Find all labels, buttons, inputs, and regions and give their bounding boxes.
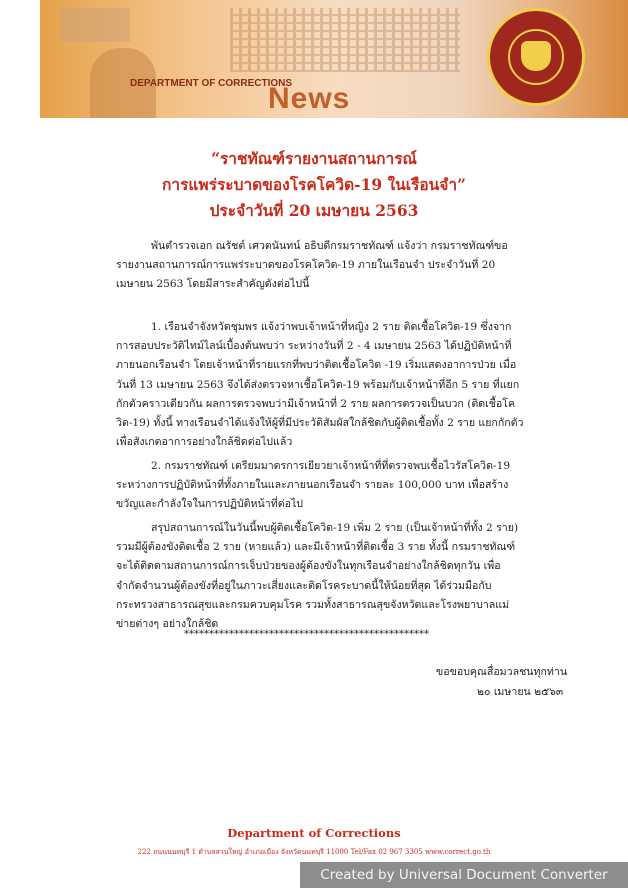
thanks-line: ขอขอบคุณสื่อมวลชนทุกท่าน bbox=[436, 666, 568, 678]
intro-paragraph: พันตำรวจเอก ณรัชต์ เศวตนันทน์ อธิบดีกรมราชทัณฑ์ แจ้งว่า กรมราชทัณฑ์ขอรายงานสถานการณ์การแพร่ระบาดของโรคโควิด-19 ภายในเรือนจำ ประจำวันที่ 20 เมษายน 2563 โดยมีสาระสำคัญดังต่อไปนี้ bbox=[116, 240, 508, 291]
footer-address: 222 ถนนนนทบุรี 1 ตำบลสวนใหญ่ อำเภอเมือง จังหวัดนนทบุรี 11000 Tel/Fax 02 967 3305 www.correct.go.th bbox=[137, 848, 491, 856]
title-line-1: “ราชทัณฑ์รายงานสถานการณ์ bbox=[211, 149, 417, 168]
building-photo bbox=[230, 8, 460, 72]
item-1-paragraph: 1. เรือนจำจังหวัดชุมพร แจ้งว่าพบเจ้าหน้าที่หญิง 2 ราย ติดเชื้อโควิด-19 ซึ่งจากการสอบประวัติไทม์ไลน์เบื้องต้นพบว่า ระหว่างวันที่ 2 - 4 เมษายน 2563 ได้ปฏิบัติหน้าที่ภายนอกเรือนจำ โดยเจ้าหน้าที่รายแรกที่พบว่าติดเชื้อโควิด -19 เริ่มแสดงอาการป่วย เมื่อวันที่ 13 เมษายน 2563 จึงได้ส่งตรวจหาเชื้อโควิด-19 พร้อมกับเจ้าหน้าที่อีก 5 ราย ที่แยกกักตัวคราวเดียวกัน ผลการตรวจพบว่ามีเจ้าหน้าที่ 2 ราย ผลการตรวจเป็นบวก (ติดเชื้อโควิด-19) ทั้งนี้ ทางเรือนจำได้แจ้งให้ผู้ที่มีประวัติสัมผัสใกล้ชิดกับผู้ติดเชื้อทั้ง 2 ราย แยกกักตัวเพื่อสังเกตอาการอย่างใกล้ชิดต่อไปแล้ว bbox=[116, 321, 524, 449]
banner-decoration bbox=[60, 8, 130, 42]
header-news-label: News bbox=[268, 82, 351, 115]
footer-title: Department of Corrections bbox=[227, 826, 401, 840]
summary-paragraph: สรุปสถานการณ์ในวันนี้พบผู้ติดเชื้อโควิด-19 เพิ่ม 2 ราย (เป็นเจ้าหน้าที่ทั้ง 2 ราย) รวมมีผู้ต้องขังติดเชื้อ 2 ราย (หายแล้ว) และมีเจ้าหน้าที่ติดเชื้อ 3 ราย ทั้งนี้ กรมราชทัณฑ์จะได้ติดตามสถานการณ์การเจ็บป่วยของผู้ต้องขังในทุกเรือนจำอย่างใกล้ชิดทุกวัน เพื่อจำกัดจำนวนผู้ต้องขังที่อยู่ในภาวะเสี่ยงและติดโรคระบาดนี้ให้น้อยที่สุด ได้ร่วมมือกับกระทรวงสาธารณสุขและกรมควบคุมโรค รวมทั้งสาธารณสุขจังหวัดและโรงพยาบาลแม่ข่ายต่างๆ อย่างใกล้ชิด bbox=[116, 522, 519, 631]
separator-stars: ************************************************* bbox=[184, 629, 429, 640]
title-line-3: ประจำวันที่ 20 เมษายน 2563 bbox=[209, 201, 419, 220]
converter-watermark: Created by Universal Document Converter bbox=[300, 862, 628, 888]
document-date: ๒๐ เมษายน ๒๕๖๓ bbox=[477, 686, 564, 698]
title-line-2: การแพร่ระบาดของโรคโควิด-19 ในเรือนจำ” bbox=[162, 175, 466, 194]
department-seal-icon bbox=[487, 8, 585, 106]
item-2-paragraph: 2. กรมราชทัณฑ์ เตรียมมาตรการเยียวยาเจ้าหน้าที่ที่ตรวจพบเชื้อไวรัสโควิด-19 ระหว่างการปฏิบัติหน้าที่ทั้งภายในและภายนอกเรือนจำ รายละ 100,000 บาท เพื่อสร้างขวัญและกำลังใจในการปฏิบัติหน้าที่ต่อไป bbox=[116, 460, 511, 511]
header-dept-label: DEPARTMENT OF CORRECTIONS bbox=[130, 78, 293, 89]
